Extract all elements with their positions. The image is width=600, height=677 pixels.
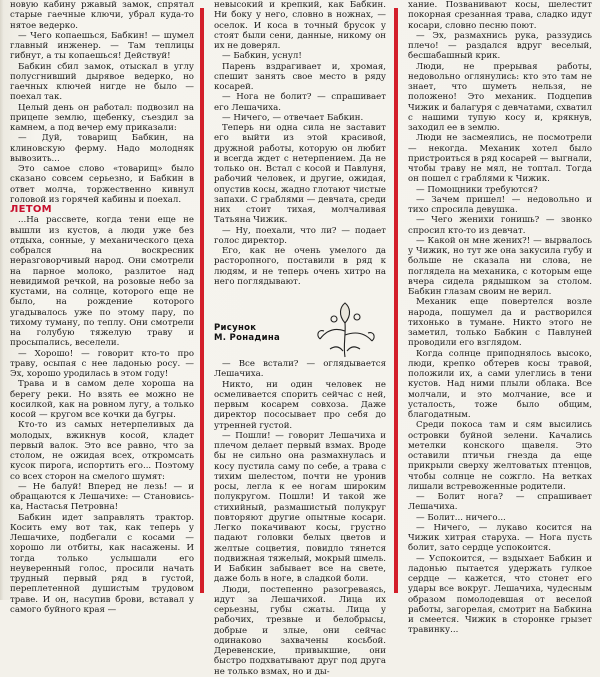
paragraph: — Не балуй! Вперед не лезь! — и обращаются к Лешачихе: — Становись-ка, Настасья Петровна! <box>10 481 194 513</box>
paragraph: Люди, постепенно разогреваясь, идут за Лешачихой. Лица их серьезны, губы сжаты. Лица у рабочих, трезвые и белобрысы, добрые и злые, они сейчас одинаково захвачены косьбой. Деревенские, привыкшие, они быстро подхватывают друг под друга не только взмах, но и ды- <box>214 584 386 677</box>
paragraph: Люди не засмеялись, не посмотрели — некогда. Механик хотел было пристроиться в ряд косарей — выгнали, чтобы траву не мял, не топтал. Тогда он пошел с граблями к Чижик. <box>408 133 592 185</box>
red-vertical-rule <box>200 8 204 593</box>
paragraph: Кто-то из самых нетерпеливых да молодых, вжикнув косой, кладет первый валок. Это все равно, что за столом, не ожидая всех, откромсать кусок пирога, испортить его... Поэтому со всех сторон на смелого шумят: <box>10 420 194 482</box>
page-spine-shadow <box>0 0 4 600</box>
red-vertical-rule <box>394 8 398 593</box>
illustration-credit <box>214 301 386 359</box>
paragraph: — Ничего, — отвечает Бабкин. <box>222 112 364 123</box>
paragraph: — Помощники требуются? <box>416 184 538 195</box>
paragraph: Среди покоса там и сям высились островки буйной зелени. Качались метелки конского щавеля. Это оставили птичьи гнезда да еще прикрыли сверху желтоватых птенцов, чтобы солнце не сожгло. На ветках лишали встревоженные родители. <box>408 420 592 492</box>
paragraph: Трава и в самом деле хороша на берегу реки. Но взять ее можно не косилкой, как на ровном лугу, а только косой — кругом все кочки да бугры. <box>10 379 194 420</box>
paragraph: Парень вздрагивает и, хромая, спешит занять свое место в ряду косарей. <box>214 61 386 92</box>
paragraph: Люди, не прерывая работы, недовольно оглянулись: кто это там не знает, что шуметь нельзя, не положено! Это механик. Подцепив Чижик и балагуря с девчатами, схватил с нашими тупую косу и, крякнув, заходил ее в землю. <box>408 61 592 133</box>
paragraph: — Пошли! — говорит Лешачиха и плечом делает первый взмах. Вроде бы не сильно она размахнулась и косу пустила саму по себе, а трава с тихим шелестом, почти не уронив росы, легла к ее ногам широким полукругом. Пошли! И такой же стихийный, размашистый полукруг повторяют другие опытные косари. Легко покачивают косы, грустно падают головки белых цветов и желтые соцветия, повидло тянется подвижная тяжелый, мокрый шмель. И Бабкин забывает все на свете, даже боль в ноге, в сладкой боли. <box>214 430 386 585</box>
paragraph: — Эх, размахнись рука, раззудись плечо! — раздался вдруг веселый, бесшабашный крик. <box>408 30 592 62</box>
paragraph: Его, как не очень умелого да расторопного, поставили в ряд к людям, и не теперь очень хитро на него поглядывают. <box>214 246 386 287</box>
paragraph: Механик еще повертелся возле народа, пошумел да и растворился тихонько в тумане. Никто этого не заметил, только Бабкин с Павлуней проводили его взглядом. <box>408 297 592 349</box>
section-heading: ЛЕТОМ <box>10 204 52 215</box>
paragraph: — Бабкин, уснул! <box>222 51 302 62</box>
paragraph: — Успокоится, — вздыхает Бабкин и ладонью пытается удержать гулкое сердце — кажется, что стонет его удары все вокруг. Лешачиха, чудесным образом помолодевшая от веселой работы, загорелая, смотрит на Бабкина и смеется. Чижик в сторонке грызет травинку... <box>408 553 592 636</box>
paragraph: Бабкин идет заправлять трактор. Косить ему вот так, как теперь у Лешачихе, подбегали с косами — хорошо ли отбиты, как насажены. И тогда только услышали его неуверенный голос, просили начать трудный первый ряд в густой, переплетенной душистым трудовом траве. И он, насупив брови, вставал у самого буйного края — <box>10 512 194 615</box>
paragraph: — Дуй, товарищ Бабкин, на клиновскую ферму. Надо молодняк вывозить... <box>10 133 194 164</box>
paragraph: — Зачем пришел! — недовольно и тихо спросила девушка. <box>408 194 592 215</box>
paragraph: — Чего женихи гонишь? — звонко спросил кто-то из девчат. <box>408 215 592 236</box>
paragraph: новую кабину ржавый замок, спрятал старые гаечные ключи, убрал куда-то нятое ведерко. <box>10 0 194 31</box>
text-column-3 <box>408 0 592 636</box>
illustration-label: Рисунок <box>214 323 257 333</box>
paragraph: — Какой он мне жених?! — вырвалось у Чижик, но тут же она закусила губу и больше не сказала ни слова, не поглядела на механика, с которым еще вчера сидела рядышком за столом. Бабкин глазам своим не верил. <box>408 235 592 297</box>
paragraph: Целый день он работал: подвозил на прицепе землю, щебенку, съездил за камнем, а под вечер ему приказали: <box>10 102 194 133</box>
paragraph: Когда солнце приподнялось высоко, люди, крепко обтерев косы травой, положили их, а сами улеглись в тени кустов. Над ними плыли облака. Все молчали, и это молчание, все и усталость, тоже было общим, благодатным. <box>408 348 592 420</box>
paragraph: Это самое слово «товарищ» было сказано совсем серьезно, и Бабкин в ответ молча, торжественно кивнул головой из горячей кабины и поехал. <box>10 164 194 205</box>
text-column-1 <box>10 0 194 615</box>
paragraph: — Ничего, — лукаво косится на Чижик хитрая старуха. — Нога пусть болит, зато сердце успокоится. <box>408 522 592 554</box>
paragraph: — Все встали? — оглядывается Лешачиха. <box>214 359 386 380</box>
text-column-2 <box>214 0 386 677</box>
paragraph: — Нога не болит? — спрашивает его Лешачиха. <box>214 92 386 113</box>
paragraph: Теперь ни одна сила не заставит его выйти из этой красивой, дружной работы, которую он любит и всегда ждет с нетерпением. Да не только он. Встал с косой и Павлуня, рабочий человек, и другие, ожидая, опустив косы, жадно глотают чистые запахи. С граблями — девчата, среди них стоит тихая, молчаливая Татьяна Чижик. <box>214 123 386 226</box>
paragraph: — Чего копаешься, Бабкин! — шумел главный инженер. — Там теплицы гибнут, а ты копаешься! Действуй! <box>10 30 194 62</box>
paragraph: Никто, ни один человек не осмеливается спорить сейчас с ней, первым косарем совхоза. Даже директор пососывает про себя до утренней густой. <box>214 379 386 431</box>
ornament-flower-icon <box>310 301 380 359</box>
paragraph: — Болит... ничего... <box>416 512 506 523</box>
paragraph: — Ну, поехали, что ли? — подает голос директор. <box>214 225 386 246</box>
paragraph: Бабкин сбил замок, отыскал в углу полусгнивший дырявое ведерко, но гаечных ключей нигде не было — поехал так. <box>10 61 194 103</box>
paragraph: хание. Позванивают косы, шелестит покорная срезанная трава, сладко идут косари, словно песню поют. <box>408 0 592 31</box>
illustration-author: М. Ронадина <box>214 333 281 343</box>
paragraph: — Хорошо! — говорит кто-то про траву, осыпая с нее ладонью росу. — Эх, хорошо уродилась в этом году! <box>10 348 194 379</box>
paragraph: невысокий и крепкий, как Бабкин. Ни боку у него, словно в ножнах, — оселок. И коса в точный брусок у стоят были сени, данные, никому он их не доверял. <box>214 0 386 51</box>
paragraph: ...На рассвете, когда тени еще не вышли из кустов, а люди уже без отдыха, сонные, у механического цеха собрался на воскресник неразговорчивый народ. Они смотрели на парное молоко, разлитое над невидимой речкой, на розовые небо за кустами, на солнце, которого еще не было, на рождение которого угадывалось уже по этому пару, по тихому туману, по теплу. Они смотрели на голубую тяжелую траву и просыпались, веселели. <box>10 215 194 349</box>
paragraph: — Болит нога? — спрашивает Лешачиха. <box>408 492 592 513</box>
